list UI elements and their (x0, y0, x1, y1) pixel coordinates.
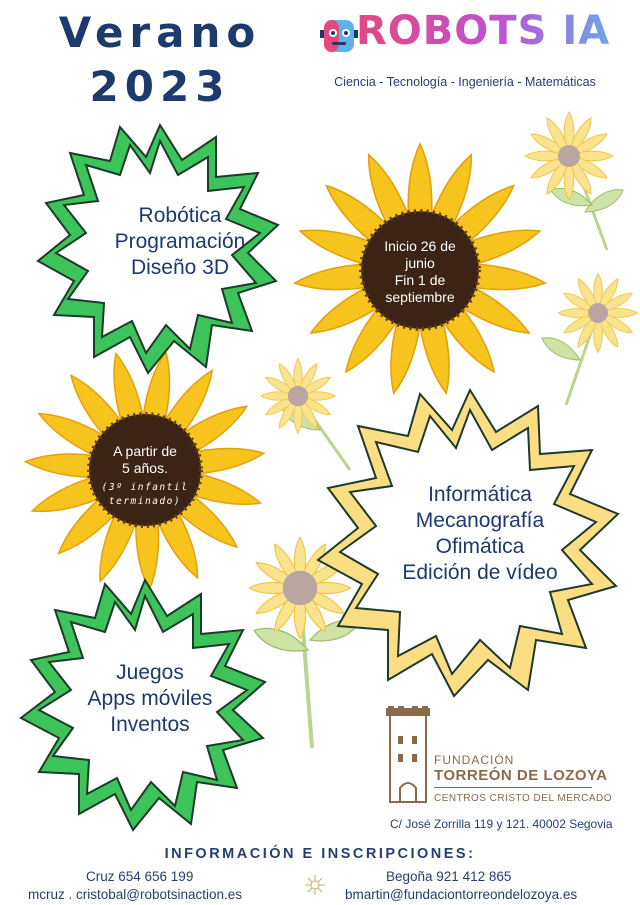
topic-item: Edición de vídeo (402, 561, 558, 584)
age-note: terminado) (108, 496, 182, 507)
small-sunflower-top-right (525, 112, 626, 250)
foundation-divider (434, 787, 592, 788)
topic-item: Programación (114, 230, 246, 253)
title-line-2: 2023 (89, 62, 231, 111)
topic-item: Diseño 3D (130, 256, 230, 279)
topic-item: Apps móviles (87, 687, 213, 710)
robot-head-icon (320, 14, 358, 56)
topics-games (50, 660, 250, 738)
tagline: Ciencia - Tecnología - Ingeniería - Matemáticas (334, 75, 596, 89)
foundation-name: TORREÓN DE LOZOYA (434, 767, 608, 784)
contact-left-phone: Cruz 654 656 199 (86, 869, 194, 884)
age-line: A partir de (113, 443, 177, 459)
dates-line: septiembre (385, 289, 455, 305)
topic-item: Mecanografía (415, 509, 545, 532)
contact-left-email[interactable]: mcruz . cristobal@robotsinaction.es (28, 887, 243, 902)
topic-item: Robótica (138, 204, 222, 227)
dates-line: Fin 1 de (394, 272, 446, 288)
age-note: (3º infantil (101, 482, 189, 493)
dates-line: junio (405, 255, 435, 271)
contact-right-phone: Begoña 921 412 865 (386, 869, 512, 884)
small-sunflower-center (261, 359, 350, 470)
sunflower-outline-icon (303, 873, 327, 897)
event-title (10, 6, 310, 114)
contact-right-email[interactable]: bmartin@fundaciontorreondelozoya.es (345, 887, 578, 902)
dates-info (365, 238, 475, 306)
topic-item: Inventos (110, 713, 190, 736)
tower-logo-icon (384, 706, 432, 804)
title-line-1: Verano (58, 8, 262, 57)
topics-robotics (80, 203, 280, 281)
age-info (90, 443, 200, 509)
topic-item: Juegos (116, 661, 184, 684)
small-sunflower-mid-right (539, 273, 638, 405)
topics-computing (380, 482, 580, 586)
info-heading: INFORMACIÓN E INSCRIPCIONES: (164, 846, 476, 862)
topic-item: Ofimática (435, 535, 525, 558)
foundation-label: FUNDACIÓN (434, 753, 515, 767)
age-line: 5 años. (122, 460, 168, 476)
foundation-centers: CENTROS CRISTO DEL MERCADO (434, 793, 613, 804)
address: C/ José Zorrilla 119 y 121. 40002 Segovia (390, 817, 613, 831)
topic-item: Informática (428, 483, 532, 506)
dates-line: Inicio 26 de (384, 238, 456, 254)
brand-logo-text: ROBOTS IA (356, 8, 611, 54)
